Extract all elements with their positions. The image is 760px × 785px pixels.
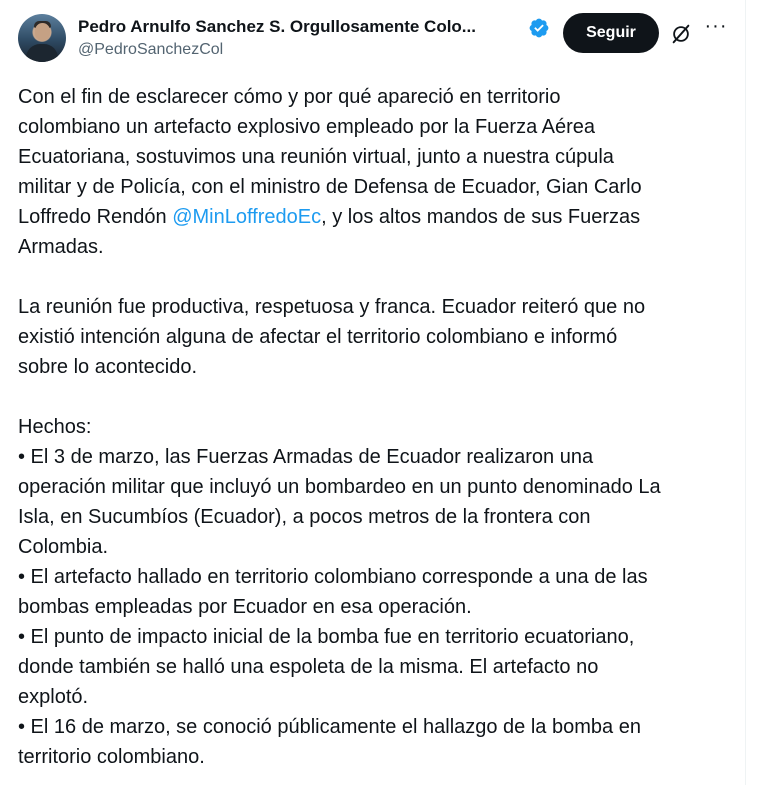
- author-name[interactable]: Pedro Arnulfo Sanchez S. Orgullosamente Colo...: [78, 17, 476, 36]
- column-divider: [745, 0, 746, 785]
- grok-icon[interactable]: [670, 23, 692, 45]
- author-handle[interactable]: @PedroSanchezCol: [78, 41, 224, 58]
- tweet-text: [18, 82, 738, 772]
- mention-link[interactable]: @MinLoffredoEc: [172, 206, 322, 228]
- follow-button[interactable]: Seguir: [563, 13, 659, 53]
- more-options-icon[interactable]: ···: [704, 15, 728, 37]
- tweet-header: [18, 10, 730, 64]
- tweet-text-part-1: Con el fin de esclarecer cómo y por qué apareció en territorio colombiano un artefacto explosivo empleado por la Fuerza Aérea Ecuatoriana, sostuvimos una reunión virtual, junto a nuestra cúpula militar y de Policía, con el ministro de Defensa de Ecuador, Gian Carlo Loffredo Rendón: [18, 86, 642, 228]
- verified-badge-icon: [528, 17, 550, 39]
- avatar[interactable]: [18, 14, 66, 62]
- tweet-text-part-2: , y los altos mandos de sus Fuerzas Armadas. La reunión fue productiva, respetuosa y franca. Ecuador reiteró que no existió intención alguna de afectar el territorio colombiano e informó sobre lo acontecido. Hechos: • El 3 de marzo, las Fuerzas Armadas de Ecuador realizaron una operación militar que incluyó un bombardeo en un punto denominado La Isla, en Sucumbíos (Ecuador), a pocos metros de la frontera con Colombia. • El artefacto hallado en territorio colombiano corresponde a una de las bombas empleadas por Ecuador en esa operación. • El punto de impacto inicial de la bomba fue en territorio ecuatoriano, donde también se halló una espoleta de la misma. El artefacto no explotó. • El 16 de marzo, se conoció públicamente el hallazgo de la bomba en territorio colombiano.: [18, 206, 661, 768]
